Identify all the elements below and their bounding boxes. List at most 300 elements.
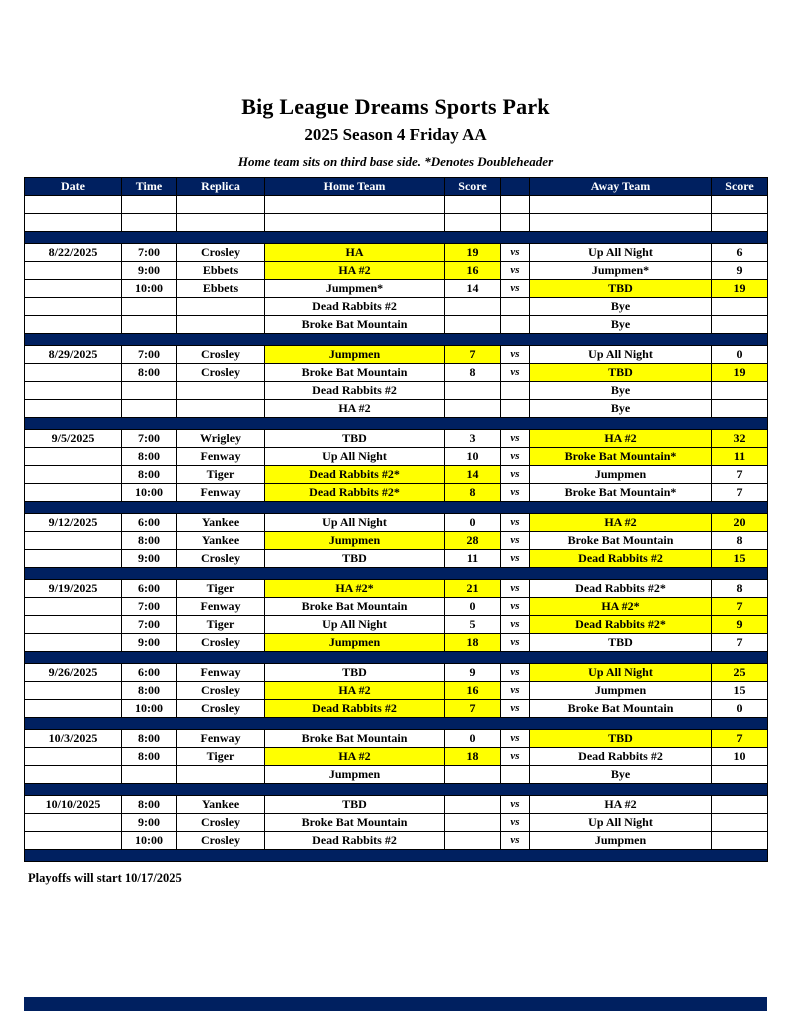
away-score-cell — [712, 766, 768, 784]
week-spacer-cell — [25, 418, 768, 430]
date-cell — [25, 466, 122, 484]
vs-cell — [501, 214, 530, 232]
time-cell: 8:00 — [122, 748, 177, 766]
home-score-cell: 18 — [445, 748, 501, 766]
col-header-replica: Replica — [177, 178, 265, 196]
time-cell: 8:00 — [122, 682, 177, 700]
away-team-cell: Bye — [530, 316, 712, 334]
game-row — [25, 748, 768, 766]
away-team-cell: Broke Bat Mountain — [530, 700, 712, 718]
away-team-cell: Dead Rabbits #2* — [530, 580, 712, 598]
away-team-cell: Broke Bat Mountain — [530, 532, 712, 550]
week-spacer-cell — [25, 334, 768, 346]
home-score-cell — [445, 196, 501, 214]
game-row — [25, 682, 768, 700]
col-header-home-team: Home Team — [265, 178, 445, 196]
away-score-cell: 15 — [712, 550, 768, 568]
game-row — [25, 700, 768, 718]
away-team-cell: Jumpmen* — [530, 262, 712, 280]
away-score-cell: 7 — [712, 484, 768, 502]
home-team-cell: TBD — [265, 664, 445, 682]
time-cell: 7:00 — [122, 244, 177, 262]
week-spacer-row — [25, 232, 768, 244]
away-team-cell: Dead Rabbits #2 — [530, 748, 712, 766]
col-header-vs — [501, 178, 530, 196]
replica-cell: Fenway — [177, 484, 265, 502]
vs-cell: vs — [501, 796, 530, 814]
replica-cell: Tiger — [177, 748, 265, 766]
away-score-cell: 20 — [712, 514, 768, 532]
away-score-cell — [712, 298, 768, 316]
away-score-cell: 7 — [712, 598, 768, 616]
home-score-cell: 11 — [445, 550, 501, 568]
week-spacer-row — [25, 718, 768, 730]
date-cell — [25, 298, 122, 316]
replica-cell: Crosley — [177, 244, 265, 262]
game-row — [25, 832, 768, 850]
replica-cell — [177, 766, 265, 784]
date-cell — [25, 700, 122, 718]
home-team-cell: TBD — [265, 430, 445, 448]
vs-cell: vs — [501, 364, 530, 382]
away-team-cell: Up All Night — [530, 814, 712, 832]
replica-cell — [177, 214, 265, 232]
home-score-cell — [445, 382, 501, 400]
week-spacer-cell — [25, 502, 768, 514]
game-row — [25, 550, 768, 568]
date-cell: 8/29/2025 — [25, 346, 122, 364]
game-row — [25, 634, 768, 652]
time-cell — [122, 316, 177, 334]
home-team-cell: Dead Rabbits #2* — [265, 466, 445, 484]
week-spacer-cell — [25, 568, 768, 580]
page-subtitle: 2025 Season 4 Friday AA — [304, 125, 487, 144]
bye-row — [25, 316, 768, 334]
home-team-cell: Dead Rabbits #2 — [265, 298, 445, 316]
replica-cell — [177, 316, 265, 334]
replica-cell: Crosley — [177, 814, 265, 832]
time-cell: 10:00 — [122, 832, 177, 850]
away-team-cell: Dead Rabbits #2* — [530, 616, 712, 634]
replica-cell: Crosley — [177, 700, 265, 718]
time-cell — [122, 766, 177, 784]
replica-cell — [177, 382, 265, 400]
week-spacer-cell — [25, 850, 768, 862]
time-cell: 9:00 — [122, 634, 177, 652]
game-row — [25, 262, 768, 280]
vs-cell: vs — [501, 616, 530, 634]
home-score-cell: 0 — [445, 730, 501, 748]
date-cell: 9/12/2025 — [25, 514, 122, 532]
date-cell — [25, 214, 122, 232]
game-row — [25, 466, 768, 484]
away-score-cell: 8 — [712, 532, 768, 550]
date-cell — [25, 532, 122, 550]
time-cell: 8:00 — [122, 448, 177, 466]
vs-cell — [501, 382, 530, 400]
away-score-cell — [712, 814, 768, 832]
home-team-cell — [265, 196, 445, 214]
empty-row — [25, 214, 768, 232]
home-team-cell: Jumpmen — [265, 634, 445, 652]
week-spacer-row — [25, 784, 768, 796]
home-team-cell: Dead Rabbits #2* — [265, 484, 445, 502]
week-spacer-row — [25, 418, 768, 430]
vs-cell: vs — [501, 682, 530, 700]
away-team-cell: Bye — [530, 382, 712, 400]
away-team-cell: Broke Bat Mountain* — [530, 448, 712, 466]
game-row — [25, 814, 768, 832]
vs-cell: vs — [501, 532, 530, 550]
away-score-cell: 19 — [712, 280, 768, 298]
away-score-cell: 0 — [712, 346, 768, 364]
game-row — [25, 280, 768, 298]
date-cell — [25, 448, 122, 466]
away-score-cell — [712, 382, 768, 400]
col-header-away-team: Away Team — [530, 178, 712, 196]
date-cell — [25, 766, 122, 784]
time-cell: 9:00 — [122, 550, 177, 568]
bye-row — [25, 400, 768, 418]
bye-row — [25, 766, 768, 784]
away-team-cell: HA #2 — [530, 514, 712, 532]
col-header-home-score: Score — [445, 178, 501, 196]
home-score-cell — [445, 316, 501, 334]
time-cell: 7:00 — [122, 616, 177, 634]
away-score-cell: 7 — [712, 466, 768, 484]
away-score-cell: 9 — [712, 616, 768, 634]
time-cell — [122, 382, 177, 400]
away-team-cell: Dead Rabbits #2 — [530, 550, 712, 568]
away-score-cell: 9 — [712, 262, 768, 280]
away-score-cell: 0 — [712, 700, 768, 718]
home-score-cell: 0 — [445, 514, 501, 532]
home-team-cell: HA — [265, 244, 445, 262]
schedule-note: Home team sits on third base side. *Denotes Doubleheader — [237, 154, 554, 169]
replica-cell: Fenway — [177, 598, 265, 616]
game-row — [25, 244, 768, 262]
home-team-cell — [265, 214, 445, 232]
replica-cell: Yankee — [177, 796, 265, 814]
empty-row — [25, 196, 768, 214]
game-row — [25, 346, 768, 364]
week-spacer-row — [25, 502, 768, 514]
home-score-cell — [445, 796, 501, 814]
home-score-cell — [445, 766, 501, 784]
time-cell: 9:00 — [122, 262, 177, 280]
vs-cell — [501, 316, 530, 334]
time-cell: 10:00 — [122, 484, 177, 502]
vs-cell: vs — [501, 814, 530, 832]
date-cell — [25, 364, 122, 382]
away-team-cell: Jumpmen — [530, 832, 712, 850]
home-score-cell: 8 — [445, 364, 501, 382]
home-score-cell: 16 — [445, 262, 501, 280]
replica-cell: Crosley — [177, 550, 265, 568]
date-cell: 9/26/2025 — [25, 664, 122, 682]
vs-cell: vs — [501, 598, 530, 616]
vs-cell — [501, 298, 530, 316]
week-spacer-cell — [25, 232, 768, 244]
bye-row — [25, 382, 768, 400]
away-team-cell: Jumpmen — [530, 466, 712, 484]
home-team-cell: Broke Bat Mountain — [265, 364, 445, 382]
home-team-cell: Jumpmen — [265, 532, 445, 550]
date-cell — [25, 382, 122, 400]
vs-cell: vs — [501, 244, 530, 262]
home-score-cell: 14 — [445, 466, 501, 484]
away-score-cell: 15 — [712, 682, 768, 700]
home-score-cell: 19 — [445, 244, 501, 262]
week-spacer-row — [25, 334, 768, 346]
replica-cell — [177, 196, 265, 214]
home-score-cell: 18 — [445, 634, 501, 652]
away-score-cell: 6 — [712, 244, 768, 262]
vs-cell: vs — [501, 550, 530, 568]
time-cell: 10:00 — [122, 280, 177, 298]
away-score-cell — [712, 196, 768, 214]
away-team-cell: HA #2* — [530, 598, 712, 616]
home-score-cell: 0 — [445, 598, 501, 616]
away-score-cell — [712, 832, 768, 850]
date-cell — [25, 814, 122, 832]
time-cell: 8:00 — [122, 730, 177, 748]
away-team-cell: HA #2 — [530, 430, 712, 448]
replica-cell — [177, 400, 265, 418]
time-cell: 9:00 — [122, 814, 177, 832]
home-score-cell: 8 — [445, 484, 501, 502]
date-cell: 8/22/2025 — [25, 244, 122, 262]
home-score-cell: 7 — [445, 700, 501, 718]
date-cell — [25, 280, 122, 298]
away-team-cell: Broke Bat Mountain* — [530, 484, 712, 502]
home-score-cell — [445, 214, 501, 232]
home-team-cell: Broke Bat Mountain — [265, 814, 445, 832]
home-team-cell: HA #2* — [265, 580, 445, 598]
vs-cell — [501, 766, 530, 784]
home-team-cell: Up All Night — [265, 616, 445, 634]
date-cell — [25, 832, 122, 850]
away-score-cell — [712, 214, 768, 232]
time-cell: 6:00 — [122, 580, 177, 598]
date-cell — [25, 748, 122, 766]
home-score-cell: 9 — [445, 664, 501, 682]
time-cell: 8:00 — [122, 466, 177, 484]
home-score-cell: 5 — [445, 616, 501, 634]
home-score-cell: 14 — [445, 280, 501, 298]
vs-cell: vs — [501, 466, 530, 484]
home-team-cell: Up All Night — [265, 448, 445, 466]
game-row — [25, 664, 768, 682]
time-cell: 8:00 — [122, 796, 177, 814]
date-cell — [25, 550, 122, 568]
replica-cell: Fenway — [177, 448, 265, 466]
away-team-cell: Up All Night — [530, 664, 712, 682]
time-cell — [122, 196, 177, 214]
week-spacer-row — [25, 850, 768, 862]
time-cell — [122, 214, 177, 232]
replica-cell: Ebbets — [177, 280, 265, 298]
home-team-cell: Jumpmen — [265, 346, 445, 364]
game-row — [25, 580, 768, 598]
home-team-cell: HA #2 — [265, 262, 445, 280]
date-cell — [25, 634, 122, 652]
vs-cell: vs — [501, 514, 530, 532]
replica-cell: Tiger — [177, 580, 265, 598]
away-team-cell — [530, 214, 712, 232]
home-team-cell: TBD — [265, 796, 445, 814]
date-cell — [25, 316, 122, 334]
vs-cell: vs — [501, 580, 530, 598]
date-cell: 10/10/2025 — [25, 796, 122, 814]
date-cell — [25, 616, 122, 634]
date-cell — [25, 598, 122, 616]
time-cell: 6:00 — [122, 514, 177, 532]
date-cell — [25, 196, 122, 214]
away-team-cell: Bye — [530, 766, 712, 784]
home-team-cell: HA #2 — [265, 748, 445, 766]
home-team-cell: HA #2 — [265, 682, 445, 700]
home-team-cell: Jumpmen* — [265, 280, 445, 298]
date-cell: 10/3/2025 — [25, 730, 122, 748]
replica-cell: Fenway — [177, 664, 265, 682]
away-score-cell: 25 — [712, 664, 768, 682]
home-team-cell: Dead Rabbits #2 — [265, 700, 445, 718]
away-score-cell: 11 — [712, 448, 768, 466]
replica-cell: Wrigley — [177, 430, 265, 448]
week-spacer-cell — [25, 784, 768, 796]
time-cell: 10:00 — [122, 700, 177, 718]
game-row — [25, 514, 768, 532]
away-team-cell: TBD — [530, 364, 712, 382]
date-cell: 9/19/2025 — [25, 580, 122, 598]
replica-cell: Crosley — [177, 682, 265, 700]
game-row — [25, 532, 768, 550]
away-team-cell — [530, 196, 712, 214]
vs-cell: vs — [501, 262, 530, 280]
schedule-table — [24, 177, 768, 862]
replica-cell: Tiger — [177, 616, 265, 634]
week-spacer-row — [25, 568, 768, 580]
home-team-cell: Up All Night — [265, 514, 445, 532]
vs-cell: vs — [501, 700, 530, 718]
home-score-cell: 21 — [445, 580, 501, 598]
away-team-cell: TBD — [530, 280, 712, 298]
date-cell: 9/5/2025 — [25, 430, 122, 448]
home-team-cell: Broke Bat Mountain — [265, 316, 445, 334]
replica-cell — [177, 298, 265, 316]
home-team-cell: Dead Rabbits #2 — [265, 832, 445, 850]
week-spacer-cell — [25, 652, 768, 664]
time-cell: 8:00 — [122, 364, 177, 382]
vs-cell: vs — [501, 484, 530, 502]
playoffs-note: Playoffs will start 10/17/2025 — [28, 871, 182, 885]
away-score-cell: 8 — [712, 580, 768, 598]
vs-cell: vs — [501, 430, 530, 448]
time-cell: 7:00 — [122, 346, 177, 364]
week-spacer-cell — [25, 718, 768, 730]
away-team-cell: Bye — [530, 400, 712, 418]
vs-cell: vs — [501, 448, 530, 466]
home-score-cell: 7 — [445, 346, 501, 364]
away-score-cell: 10 — [712, 748, 768, 766]
home-score-cell: 3 — [445, 430, 501, 448]
home-team-cell: HA #2 — [265, 400, 445, 418]
away-team-cell: Up All Night — [530, 244, 712, 262]
home-team-cell: Jumpmen — [265, 766, 445, 784]
away-team-cell: Up All Night — [530, 346, 712, 364]
away-score-cell — [712, 796, 768, 814]
bye-row — [25, 298, 768, 316]
home-team-cell: Broke Bat Mountain — [265, 730, 445, 748]
time-cell — [122, 298, 177, 316]
game-row — [25, 484, 768, 502]
replica-cell: Fenway — [177, 730, 265, 748]
replica-cell: Tiger — [177, 466, 265, 484]
vs-cell: vs — [501, 280, 530, 298]
game-row — [25, 616, 768, 634]
away-team-cell: Jumpmen — [530, 682, 712, 700]
away-team-cell: HA #2 — [530, 796, 712, 814]
date-cell — [25, 682, 122, 700]
vs-cell: vs — [501, 346, 530, 364]
away-score-cell: 7 — [712, 634, 768, 652]
game-row — [25, 364, 768, 382]
replica-cell: Crosley — [177, 832, 265, 850]
home-score-cell — [445, 400, 501, 418]
schedule-header — [25, 178, 768, 196]
bottom-bar — [24, 997, 767, 1011]
game-row — [25, 796, 768, 814]
schedule-body — [25, 196, 768, 862]
week-spacer-row — [25, 652, 768, 664]
time-cell: 7:00 — [122, 598, 177, 616]
col-header-away-score: Score — [712, 178, 768, 196]
time-cell: 7:00 — [122, 430, 177, 448]
vs-cell — [501, 196, 530, 214]
game-row — [25, 730, 768, 748]
away-score-cell: 19 — [712, 364, 768, 382]
away-score-cell: 7 — [712, 730, 768, 748]
col-header-date: Date — [25, 178, 122, 196]
away-score-cell — [712, 316, 768, 334]
vs-cell: vs — [501, 832, 530, 850]
date-cell — [25, 262, 122, 280]
home-team-cell: Dead Rabbits #2 — [265, 382, 445, 400]
replica-cell: Crosley — [177, 346, 265, 364]
time-cell: 6:00 — [122, 664, 177, 682]
home-score-cell — [445, 298, 501, 316]
away-team-cell: TBD — [530, 730, 712, 748]
home-score-cell: 10 — [445, 448, 501, 466]
replica-cell: Ebbets — [177, 262, 265, 280]
vs-cell — [501, 400, 530, 418]
game-row — [25, 430, 768, 448]
vs-cell: vs — [501, 748, 530, 766]
away-score-cell — [712, 400, 768, 418]
date-cell — [25, 400, 122, 418]
home-score-cell: 28 — [445, 532, 501, 550]
away-team-cell: Bye — [530, 298, 712, 316]
time-cell — [122, 400, 177, 418]
replica-cell: Crosley — [177, 634, 265, 652]
game-row — [25, 448, 768, 466]
home-score-cell — [445, 832, 501, 850]
home-team-cell: TBD — [265, 550, 445, 568]
time-cell: 8:00 — [122, 532, 177, 550]
away-score-cell: 32 — [712, 430, 768, 448]
col-header-time: Time — [122, 178, 177, 196]
